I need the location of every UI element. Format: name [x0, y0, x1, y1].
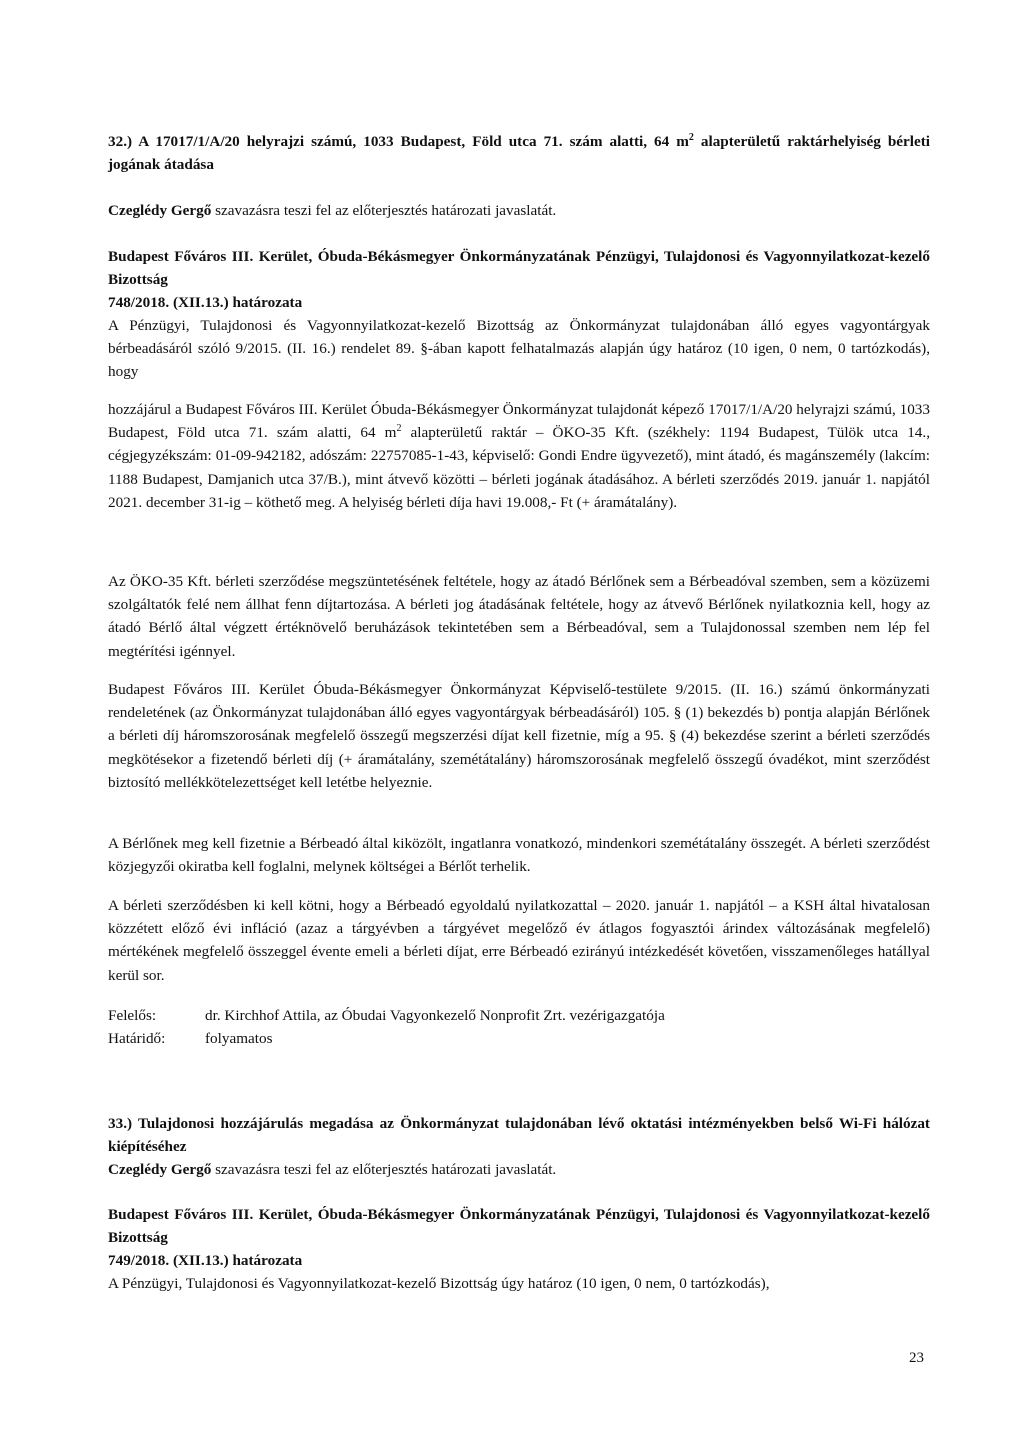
- item-32-vote-line: Czeglédy Gergő szavazásra teszi fel az előterjesztés határozati javaslatát.: [108, 202, 557, 219]
- item-33-heading: 33.) Tulajdonosi hozzájárulás megadása az Önkormányzat tulajdonában lévő oktatási intézményekben belső Wi-Fi hálózat kiépítéséhez: [108, 1115, 930, 1156]
- item-33-resolution-number: 749/2018. (XII.13.) határozata: [108, 1252, 303, 1269]
- document-page: [108, 0, 930, 1446]
- item-33-committee: Budapest Főváros III. Kerület, Óbuda-Békásmegyer Önkormányzatának Pénzügyi, Tulajdonosi és Vagyonnyilatkozat-kezelő Bizottság: [108, 1206, 930, 1247]
- item-32-paragraph-2: Az ÖKO-35 Kft. bérleti szerződése megszüntetésének feltétele, hogy az átadó Bérlőnek sem a Bérbeadóval szemben, sem a közüzemi szolgáltatók felé nem állhat fenn díjtartozása. A bérleti jog átadásának feltétele, hogy az átvevő Bérlőnek nyilatkoznia kell, hogy az átadó Bérlő által végzett értéknövelő beruházások tekintetében sem a Bérbeadóval, sem a Tulajdonossal szemben nem lép fel megtérítési igénnyel.: [108, 573, 930, 660]
- page-number: 23: [909, 1350, 924, 1366]
- responsible-label: Felelős:: [108, 1007, 157, 1024]
- deadline-value: folyamatos: [205, 1030, 273, 1047]
- responsible-value: dr. Kirchhof Attila, az Óbudai Vagyonkezelő Nonprofit Zrt. vezérigazgatója: [205, 1007, 665, 1024]
- deadline-label: Határidő:: [108, 1030, 166, 1047]
- item-32-resolution-number: 748/2018. (XII.13.) határozata: [108, 294, 303, 311]
- responsible-row: [108, 1004, 930, 1027]
- item-32-paragraph-5: A bérleti szerződésben ki kell kötni, hogy a Bérbeadó egyoldalú nyilatkozattal – 2020. január 1. napjától – a KSH által hivatalosan közzétett előző évi infláció (azaz a tárgyévben a tárgyévet megelőző év átlagos fogyasztói árindex változásának megfelelő) mértékének megfelelő összeggel évente emeli a bérleti díjat, erre Bérbeadó ezirányú intézkedését követően, visszamenőleges hatállyal kerül sor.: [108, 897, 930, 984]
- item-32-heading: 32.) A 17017/1/A/20 helyrajzi számú, 1033 Budapest, Föld utca 71. szám alatti, 64 $m^2$ alapterületű raktárhelyiség bérleti jogának átadása: [108, 131, 931, 174]
- item-32-committee: Budapest Főváros III. Kerület, Óbuda-Békásmegyer Önkormányzatának Pénzügyi, Tulajdonosi és Vagyonnyilatkozat-kezelő Bizottság: [108, 248, 930, 289]
- deadline-row: [108, 1027, 930, 1050]
- item-32-paragraph-3: Budapest Főváros III. Kerület Óbuda-Békásmegyer Önkormányzat Képviselő-testülete 9/2015. (II. 16.) számú önkormányzati rendeletének (az Önkormányzat tulajdonában álló egyes vagyontárgyak bérbeadásáról) 105. § (1) bekezdés b) pontja alapján Bérlőnek a bérleti díj háromszorosának megfelelő összegű megszerzési díjat kell fizetnie, míg a 95. § (4) bekezdése szerint a bérleti szerződés megkötésekor a fizetendő bérleti díj (+ áramátalány, szemétátalány) háromszorosának megfelelő összegű óvadékot, mint szerződést biztosító mellékkötelezettséget kell letétbe helyeznie.: [108, 681, 930, 791]
- item-32-paragraph-4: A Bérlőnek meg kell fizetnie a Bérbeadó által kiközölt, ingatlanra vonatkozó, mindenkori szemétátalány összegét. A bérleti szerződést közjegyzői okiratba kell foglalni, melynek költségei a Bérlőt terhelik.: [108, 835, 930, 876]
- item-32-intro: A Pénzügyi, Tulajdonosi és Vagyonnyilatkozat-kezelő Bizottság az Önkormányzat tulajdonában álló egyes vagyontárgyak bérbeadásáról szóló 9/2015. (II. 16.) rendelet 89. §-ában kapott felhatalmazás alapján úgy határoz (10 igen, 0 nem, 0 tartózkodás), hogy: [108, 317, 930, 381]
- item-32-paragraph-1: hozzájárul a Budapest Főváros III. Kerület Óbuda-Békásmegyer Önkormányzat tulajdonát képező 17017/1/A/20 helyrajzi számú, 1033 Budapest, Föld utca 71. szám alatti, 64 $m^2$ alapterületű raktár – ÖKO-35 Kft. (székhely: 1194 Budapest, Tülök utca 14., cégjegyzékszám: 01-09-942182, adószám: 22757085-1-43, képviselő: Gondi Endre ügyvezető), mint átadó, és magánszemély (lakcím: 1188 Budapest, Damjanich utca 37/B.), mint átvevő közötti – bérleti jogának átadásához. A bérleti szerződés 2019. január 1. napjától 2021. december 31-ig – köthető meg. A helyiség bérleti díja havi 19.008,- Ft (+ áramátalány).: [108, 401, 930, 511]
- item-33-intro: A Pénzügyi, Tulajdonosi és Vagyonnyilatkozat-kezelő Bizottság úgy határoz (10 igen, 0 nem, 0 tartózkodás),: [108, 1275, 770, 1292]
- item-33-vote-line: Czeglédy Gergő szavazásra teszi fel az előterjesztés határozati javaslatát.: [108, 1161, 557, 1178]
